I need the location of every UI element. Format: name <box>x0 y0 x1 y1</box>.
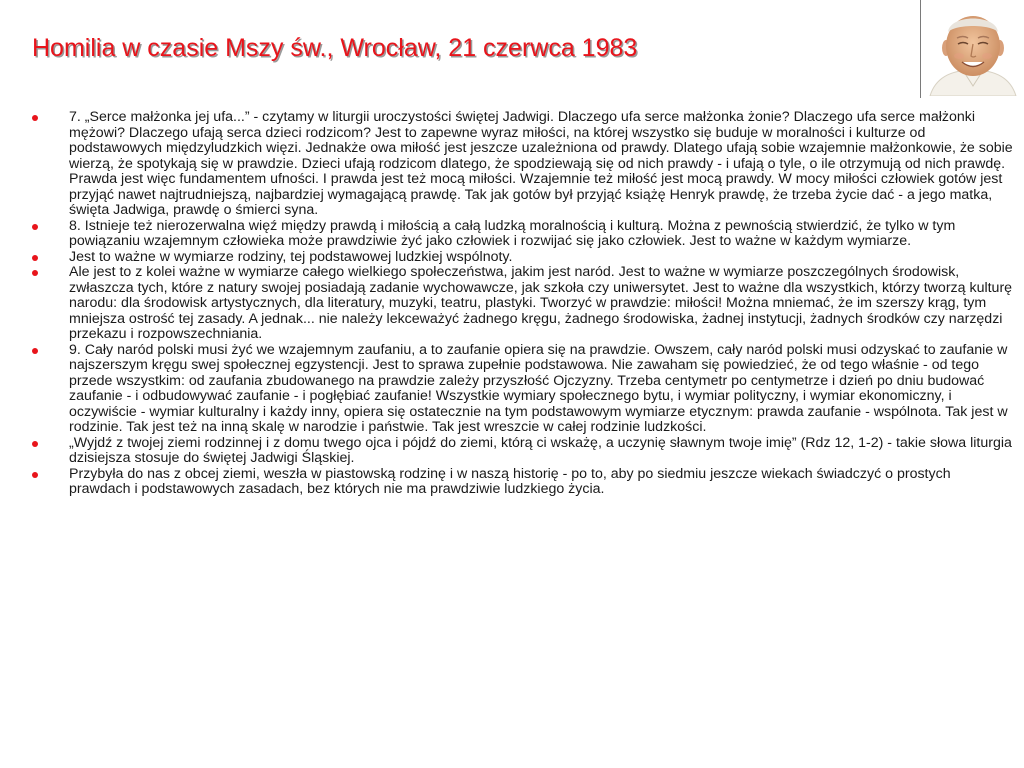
bullet-text: 8. Istnieje też nierozerwalna więź między prawdą i miłością a całą ludzką moralnością i kulturą. Można z pewnością stwierdzić, że tylko w tym powiązaniu wzajemnym człowieka może prawdziwie żyć jako człowiek i rozwijać się jako człowiek. Jest to ważne w każdym wymiarze. <box>69 217 956 249</box>
bullet-text: 9. Cały naród polski musi żyć we wzajemnym zaufaniu, a to zaufanie opiera się na prawdzie. Owszem, cały naród polski musi odzyskać to zaufanie w najszerszym kręgu swej społecznej egzystencji. Jest to sprawa zupełnie podstawowa. Nie zawaham się powiedzieć, że od tego właśnie - od tego przede wszystkim: od zaufania zbudowanego na prawdzie zależy przyszłość Ojczyzny. Trzeba centymetr po centymetrze i dzień po dniu budować zaufanie - i odbudowywać zaufanie - i pogłębiać zaufanie! Wszystkie wymiary społecznego bytu, i wymiar polityczny, i wymiar ekonomiczny, i oczywiście - wymiar kulturalny i każdy inny, opiera się ostatecznie na tym podstawowym wymiarze etycznym: prawda zaufanie - wspólnota. Tak jest w rodzinie. Tak jest też na inną skalę w narodzie i państwie. Tak jest wreszcie w całej rodzinie ludzkości. <box>69 341 1008 435</box>
bullet-item <box>30 219 1014 250</box>
bullet-dot-icon <box>32 270 38 276</box>
bullet-list <box>30 110 1014 498</box>
bullet-dot-icon <box>32 224 38 230</box>
bullet-text: „Wyjdź z twojej ziemi rodzinnej i z domu twego ojca i pójdź do ziemi, którą ci wskażę, a uczynię sławnym twoje imię” (Rdz 12, 1-2) - takie słowa liturgia dzisiejsza stosuje do świętej Jadwigi Śląskiej. <box>69 434 1012 466</box>
bullet-text: 7. „Serce małżonka jej ufa...” - czytamy w liturgii uroczystości świętej Jadwigi. Dlaczego ufa serce małżonka żonie? Dlaczego ufa serce małżonki mężowi? Dlaczego ufają serca dzieci rodzicom? Jest to zapewne wyraz miłości, na której wszystko się buduje w moralności i kulturze od podstawowych międzyludzkich więzi. Jednakże owa miłość jest jeszcze uzależniona od prawdy. Dlatego ufają sobie wzajemnie małżonkowie, że sobie wierzą, że spotykają się w prawdzie. Dzieci ufają rodzicom dlatego, że spodziewają się od nich prawdy - i ufają o tyle, o ile otrzymują od nich prawdę. Prawda jest więc fundamentem ufności. I prawda jest też mocą miłości. Wzajemnie też miłość jest mocą prawdy. W mocy miłości człowiek gotów jest przyjąć nawet najtrudniejszą, najbardziej wymagającą prawdę. Tak jak gotów był przyjąć książę Henryk prawdę, że trzeba życie dać - a jego matka, święta Jadwiga, prawdę o śmierci syna. <box>69 109 1013 218</box>
portrait-photo-icon <box>924 2 1022 96</box>
bullet-dot-icon <box>32 348 38 354</box>
slide-title: Homilia w czasie Mszy św., Wrocław, 21 czerwca 1983 <box>32 34 638 62</box>
bullet-dot-icon <box>32 472 38 478</box>
bullet-dot-icon <box>32 255 38 261</box>
bullet-item <box>30 265 1014 343</box>
title-divider-line <box>920 0 921 98</box>
bullet-item <box>30 343 1014 436</box>
bullet-item <box>30 110 1014 219</box>
bullet-item <box>30 250 1014 266</box>
bullet-dot-icon <box>32 441 38 447</box>
bullet-text: Przybyła do nas z obcej ziemi, weszła w piastowską rodzinę i w naszą historię - po to, aby po siedmiu jeszcze wiekach świadczyć o prostych prawdach i podstawowych zasadach, bez których nie ma prawdziwie ludzkiego życia. <box>69 465 951 497</box>
bullet-text: Jest to ważne w wymiarze rodziny, tej podstawowej ludzkiej wspólnoty. <box>69 248 513 265</box>
bullet-dot-icon <box>32 115 38 121</box>
bullet-text: Ale jest to z kolei ważne w wymiarze całego wielkiego społeczeństwa, jakim jest naród. Jest to ważne w wymiarze poszczególnych środowisk, zwłaszcza tych, które z natury swojej posiadają zadanie wychowawcze, jak szkoła czy uniwersytet. Jest to ważne dla wszystkich, którzy tworzą kulturę narodu: dla środowisk artystycznych, dla literatury, muzyki, teatru, plastyki. Tworzyć w prawdzie: miłości! Można mniemać, że im szerszy krąg, tym mniejsza ostrość tej zasady. A jednak... nie należy lekceważyć żadnego kręgu, żadnego środowiska, żadnej instytucji, żadnych środków czy narzędzi przekazu i rozpowszechniania. <box>69 264 1013 342</box>
bullet-item <box>30 467 1014 498</box>
bullet-item <box>30 436 1014 467</box>
